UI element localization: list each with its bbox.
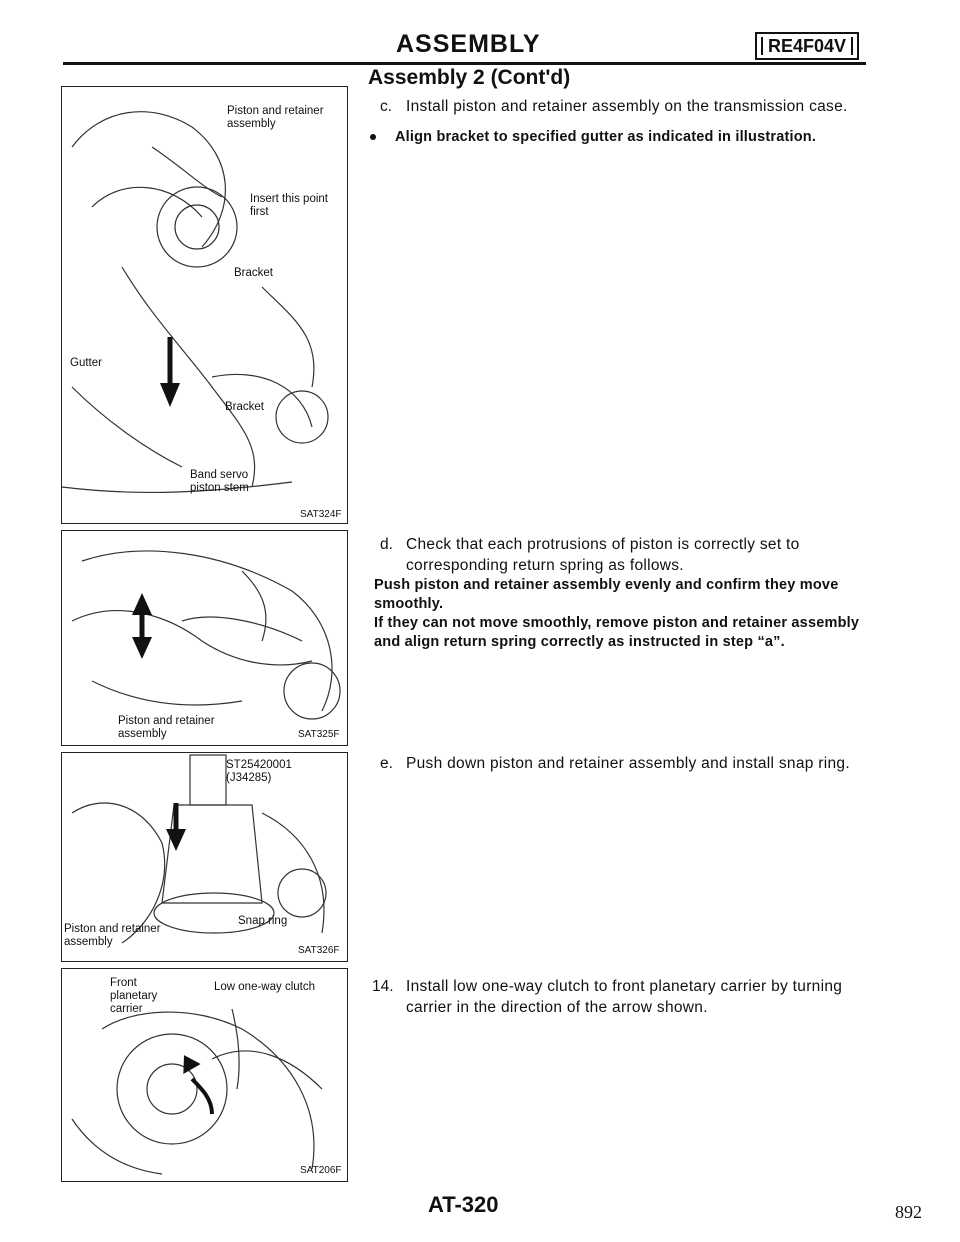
page-number: 892	[895, 1202, 922, 1222]
figure-sat324f	[61, 86, 348, 524]
step-d	[380, 534, 864, 576]
step-marker: c.	[380, 98, 393, 115]
label-gutter: Gutter	[70, 357, 102, 369]
step-d-note: Push piston and retainer assembly evenly and confirm they move smoothly. If they can not move smoothly, remove piston and retainer assembly and align return spring correctly as instructed in step “a”.	[374, 577, 860, 650]
step-marker: 14.	[372, 978, 394, 995]
page-header-title: ASSEMBLY	[396, 30, 541, 58]
figure-sat326f	[61, 752, 348, 962]
figure-code: SAT206F	[300, 1165, 342, 1176]
label-bracket-top: Bracket	[234, 267, 273, 279]
label-band-servo: Band servo piston stem	[190, 469, 249, 494]
figure-code: SAT326F	[298, 945, 340, 956]
section-title: Assembly 2 (Cont'd)	[368, 66, 571, 89]
step-text: Install piston and retainer assembly on the transmission case.	[406, 98, 848, 115]
label-piston-retainer: Piston and retainer assembly	[118, 715, 215, 740]
label-low-one-way-clutch: Low one-way clutch	[214, 981, 315, 993]
step-14	[372, 976, 864, 1018]
step-marker: d.	[380, 536, 393, 553]
label-insert-point: Insert this point first	[250, 193, 328, 218]
label-bracket-bottom: Bracket	[225, 401, 264, 413]
label-piston-retainer: Piston and retainer assembly	[227, 105, 324, 130]
figure-2-illustration	[62, 531, 347, 745]
figure-sat206f	[61, 968, 348, 1182]
step-text: Check that each protrusions of piston is correctly set to corresponding return spring as follows.	[406, 536, 800, 574]
header-rule	[63, 62, 866, 65]
figure-4-illustration	[62, 969, 347, 1181]
model-badge: RE4F04V	[755, 32, 859, 60]
step-marker: e.	[380, 755, 393, 772]
label-front-planetary: Front planetary carrier	[110, 977, 158, 1015]
step-c-note: Align bracket to specified gutter as indicated in illustration.	[395, 129, 817, 145]
figure-1-illustration	[62, 87, 347, 523]
label-piston-retainer: Piston and retainer assembly	[64, 923, 161, 948]
figure-code: SAT325F	[298, 729, 340, 740]
figure-sat325f	[61, 530, 348, 746]
label-snap-ring: Snap ring	[238, 915, 288, 927]
step-e	[380, 753, 864, 774]
label-tool: ST25420001 (J34285)	[226, 759, 292, 784]
page-code: AT-320	[428, 1192, 499, 1217]
step-text: Install low one-way clutch to front planetary carrier by turning carrier in the direction of the arrow shown.	[406, 978, 843, 1016]
figure-code: SAT324F	[300, 509, 342, 520]
step-c	[380, 96, 864, 117]
bullet-icon	[370, 134, 376, 140]
step-text: Push down piston and retainer assembly and install snap ring.	[406, 755, 850, 772]
